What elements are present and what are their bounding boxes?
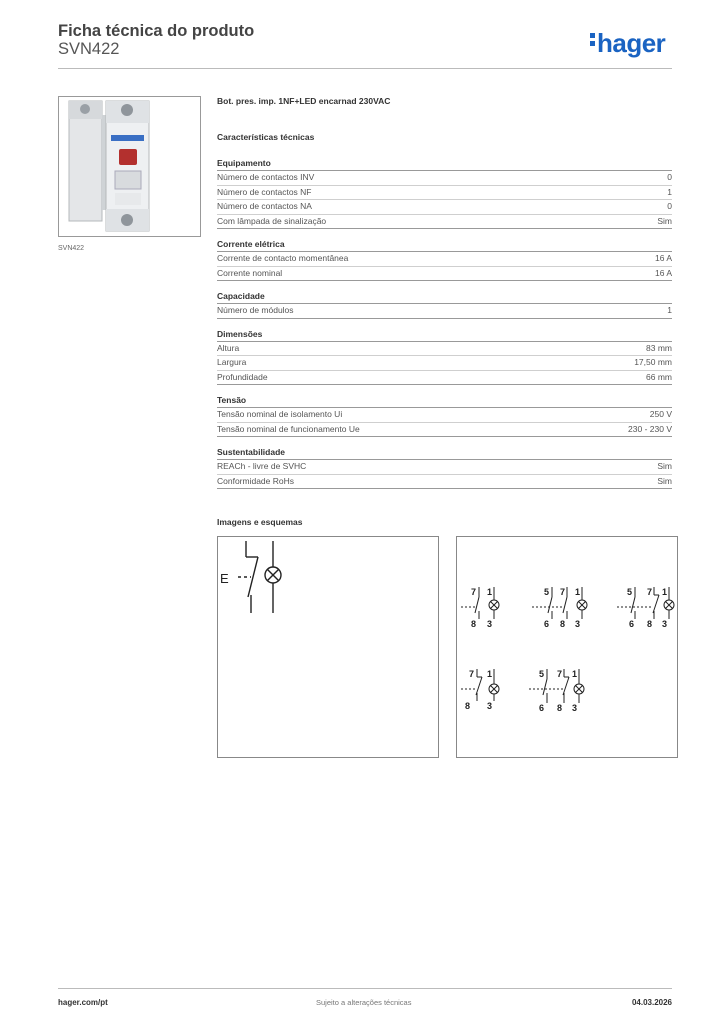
section-title: Capacidade — [217, 291, 672, 304]
svg-text:1: 1 — [487, 587, 493, 597]
spec-value: Sim — [657, 475, 672, 486]
spec-row — [217, 423, 672, 438]
spec-label: Com lâmpada de sinalização — [217, 215, 327, 226]
spec-row — [217, 200, 672, 215]
spec-label: Número de contactos INV — [217, 172, 315, 182]
spec-section — [217, 329, 672, 386]
spec-value: Sim — [657, 461, 672, 471]
images-heading: Imagens e esquemas — [217, 517, 303, 527]
spec-row — [217, 356, 672, 371]
spec-value: 16 A — [654, 253, 672, 263]
svg-text:5: 5 — [539, 669, 545, 679]
footer-website-link[interactable]: hager.com/pt — [58, 998, 108, 1007]
svg-text:3: 3 — [572, 703, 578, 713]
spec-label: Tensão nominal de funcionamento Ue — [217, 423, 360, 434]
spec-section — [217, 395, 672, 437]
spec-row — [217, 171, 672, 186]
spec-value: 0 — [667, 172, 672, 182]
svg-text:1: 1 — [572, 669, 578, 679]
spec-section — [217, 239, 672, 281]
spec-label: Corrente nominal — [217, 267, 283, 278]
spec-value: 83 mm — [646, 342, 672, 353]
svg-text:3: 3 — [487, 619, 493, 629]
footer-date: 04.03.2026 — [631, 998, 672, 1007]
hager-logo — [590, 28, 665, 59]
product-code: SVN422 — [58, 40, 120, 58]
svg-text:1: 1 — [575, 587, 581, 597]
contact-variants-icon — [457, 537, 677, 757]
spec-row — [217, 267, 672, 282]
wiring-diagram — [217, 536, 439, 758]
svg-text:3: 3 — [662, 619, 668, 629]
section-title: Sustentabilidade — [217, 447, 672, 460]
section-title: Corrente elétrica — [217, 239, 672, 252]
spec-label: Largura — [217, 357, 247, 367]
spec-label: Conformidade RoHs — [217, 475, 295, 486]
logo-text: hager — [597, 28, 666, 58]
spec-row — [217, 460, 672, 475]
spec-label: Número de contactos NA — [217, 201, 312, 211]
page-title: Ficha técnica do produto — [58, 22, 255, 40]
svg-text:7: 7 — [560, 587, 566, 597]
footer-divider — [58, 988, 672, 989]
footer-note: Sujeito a alterações técnicas — [316, 998, 412, 1007]
spec-value: 230 - 230 V — [628, 423, 672, 434]
svg-text:7: 7 — [647, 587, 653, 597]
spec-value: 1 — [667, 186, 672, 197]
spec-row — [217, 252, 672, 267]
spec-row — [217, 215, 672, 230]
spec-value: 17,50 mm — [634, 357, 672, 367]
svg-text:6: 6 — [539, 703, 545, 713]
svg-text:3: 3 — [487, 701, 493, 711]
spec-sections — [217, 158, 672, 489]
spec-row — [217, 408, 672, 423]
spec-section — [217, 158, 672, 229]
section-title: Dimensões — [217, 329, 672, 342]
section-title: Tensão — [217, 395, 672, 408]
section-title: Equipamento — [217, 158, 672, 171]
spec-section — [217, 447, 672, 489]
pushbutton-schematic-icon — [218, 537, 438, 757]
spec-value: Sim — [657, 215, 672, 226]
spec-value: 66 mm — [646, 371, 672, 382]
spec-row — [217, 371, 672, 386]
product-description: Bot. pres. imp. 1NF+LED encarnad 230VAC — [217, 96, 391, 106]
photo-caption: SVN422 — [58, 245, 85, 252]
svg-text:5: 5 — [544, 587, 550, 597]
svg-text:8: 8 — [560, 619, 566, 629]
spec-row — [217, 342, 672, 357]
svg-text:8: 8 — [647, 619, 653, 629]
svg-text:1: 1 — [487, 669, 493, 679]
contact-variants-diagram — [456, 536, 678, 758]
spec-label: Tensão nominal de isolamento Ui — [217, 409, 343, 419]
svg-text:5: 5 — [627, 587, 633, 597]
svg-text:7: 7 — [469, 669, 475, 679]
svg-text:6: 6 — [544, 619, 550, 629]
spec-label: Número de módulos — [217, 305, 294, 315]
spec-label: REACh - livre de SVHC — [217, 461, 307, 471]
spec-row — [217, 475, 672, 490]
spec-row — [217, 304, 672, 319]
logo-colon-icon — [590, 33, 596, 49]
specs — [217, 96, 672, 499]
spec-value: 250 V — [649, 409, 672, 419]
svg-text:3: 3 — [575, 619, 581, 629]
spec-label: Altura — [217, 342, 240, 353]
tech-heading: Características técnicas — [217, 132, 315, 142]
product-photo — [58, 96, 201, 237]
spec-row — [217, 186, 672, 201]
svg-text:8: 8 — [557, 703, 563, 713]
svg-text:8: 8 — [471, 619, 477, 629]
svg-text:6: 6 — [629, 619, 635, 629]
header-divider — [58, 68, 672, 69]
svg-text:1: 1 — [662, 587, 668, 597]
spec-label: Profundidade — [217, 371, 268, 382]
svg-text:7: 7 — [471, 587, 477, 597]
svg-text:8: 8 — [465, 701, 471, 711]
spec-section — [217, 291, 672, 319]
spec-value: 1 — [667, 305, 672, 315]
modular-device-icon — [59, 97, 200, 236]
spec-label: Corrente de contacto momentânea — [217, 253, 349, 263]
schematic-label: E — [220, 571, 229, 586]
spec-label: Número de contactos NF — [217, 186, 312, 197]
svg-text:7: 7 — [557, 669, 563, 679]
spec-value: 0 — [667, 201, 672, 211]
spec-value: 16 A — [654, 267, 672, 278]
